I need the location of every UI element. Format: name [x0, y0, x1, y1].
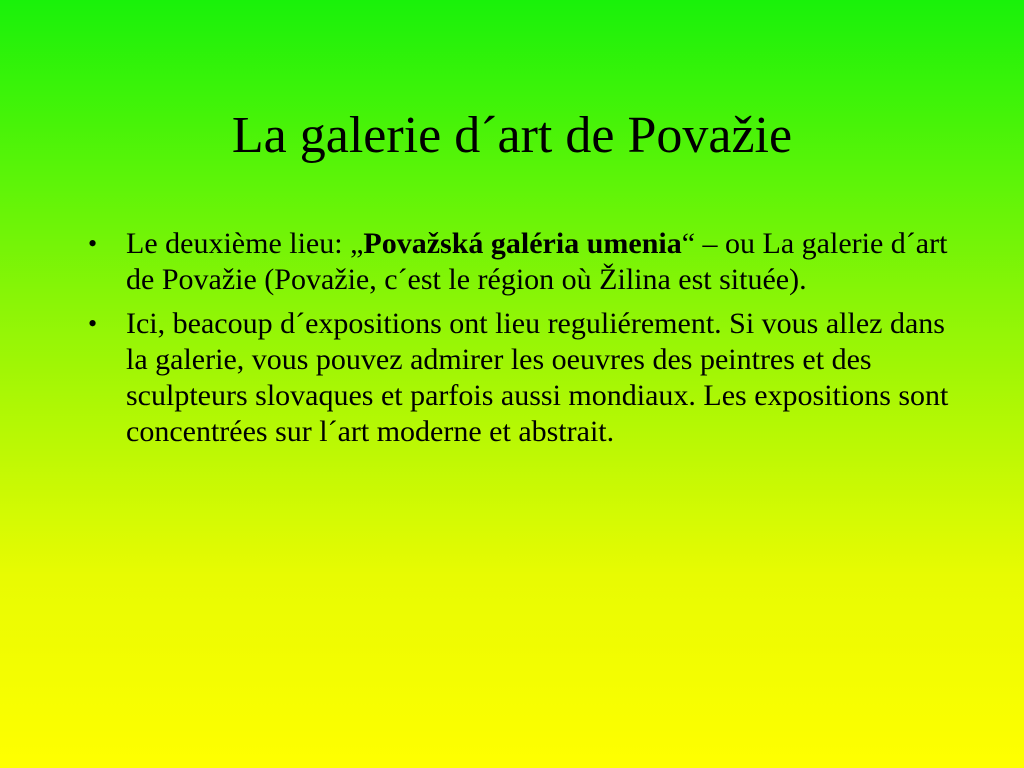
gallery-name: Považská galéria umenia — [363, 227, 682, 260]
bullet-item-1 — [88, 226, 958, 298]
bullet-icon: • — [88, 229, 98, 258]
bullet-text-before: Le deuxième lieu: „ — [126, 227, 364, 260]
bullet-item-2 — [88, 306, 958, 450]
bullet-icon: • — [88, 309, 98, 338]
slide-title: La galerie d´art de Považie — [231, 107, 793, 164]
bullet-text-after: “ – ou La galerie d´art de Považie (Považie, c´est le région où Žilina est située). — [126, 227, 948, 296]
bullet-text: Ici, beacoup d´expositions ont lieu reguliérement. Si vous allez dans la galerie, vous pouvez admirer les oeuvres des peintres et des sculpteurs slovaques et parfois aussi mondiaux. Les expositions sont concentrées sur l´art moderne et abstrait. — [126, 307, 949, 448]
bullet-list — [88, 226, 958, 458]
